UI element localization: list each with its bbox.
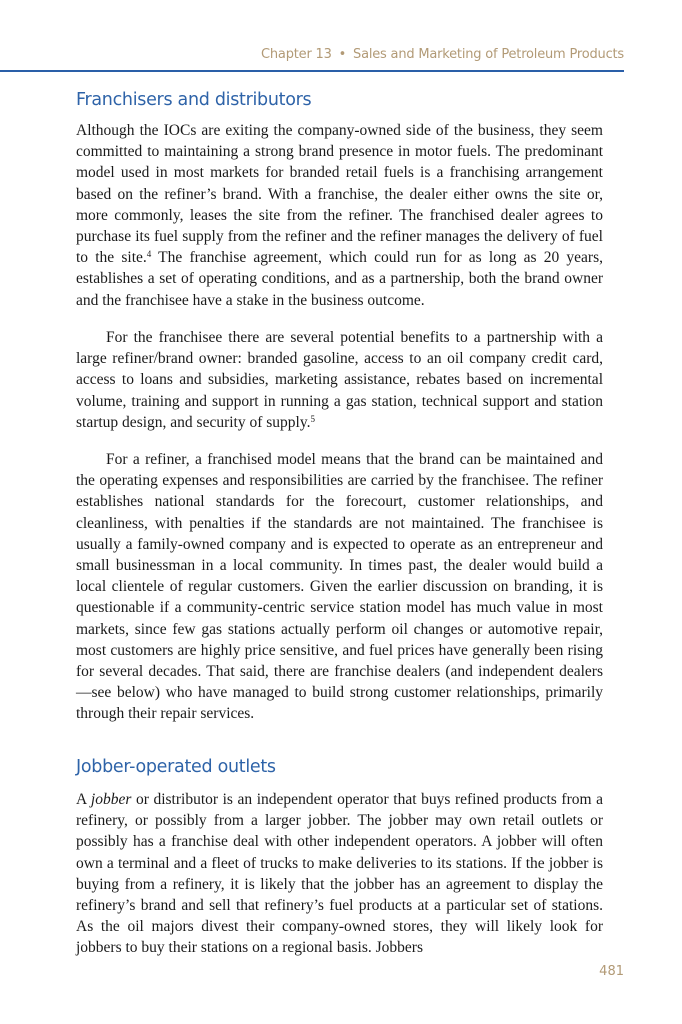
running-header — [261, 47, 624, 62]
paragraph-text: Although the IOCs are exiting the company-owned side of the business, they seem committed to maintaining a strong brand presence in motor fuels. The predominant model used in most markets for branded retail fuels is a franchising arrangement based on the refiner’s brand. With a franchise, the dealer either owns the site or, more commonly, leases the site from the refiner. The franchised dealer agrees to purchase its fuel supply from the refiner and the refiner manages the delivery of fuel to the site. — [76, 122, 603, 267]
paragraph-text: or distributor is an independent operator that buys refined products from a refinery, or possibly from a larger jobber. The jobber may own retail outlets or possibly has a franchise deal with other independent operators. A jobber will often own a terminal and a fleet of trucks to make deliveries to its stations. If the jobber is buying from a refinery, it is likely that the jobber has an agreement to display the refinery’s brand and sell that refinery’s fuel products at a particular set of stations. As the oil majors divest their company-owned stores, they will likely look for jobbers to buy their stations on a regional basis. Jobbers — [76, 791, 603, 957]
paragraph-jobber-1 — [76, 789, 603, 959]
paragraph-text: A — [76, 791, 91, 808]
section-heading-jobber: Jobber-operated outlets — [76, 757, 276, 777]
paragraph-franchisers-1 — [76, 120, 603, 311]
chapter-title: Sales and Marketing of Petroleum Products — [353, 47, 624, 62]
paragraph-text: For a refiner, a franchised model means that the brand can be maintained and the operating expenses and responsibilities are carried by the franchisee. The refiner establishes national standards for the forecourt, customer relationships, and cleanliness, with penalties if the standards are not maintained. The franchisee is usually a family-owned company and is expected to operate as an entrepreneur and small businessman in a local community. In times past, the dealer would build a local clientele of regular customers. Given the earlier discussion on branding, it is questionable if a community-centric service station model has much value in most markets, since few gas stations actually perform oil changes or automotive repair, most customers are highly price sensitive, and fuel prices have generally been rising for several decades. That said, there are franchise dealers (and independent dealers—see below) who have managed to build strong customer relationships, primarily through their repair services. — [76, 451, 603, 723]
footnote-ref-5[interactable]: 5 — [310, 413, 315, 424]
footnote-ref-4[interactable]: 4 — [146, 249, 152, 260]
paragraph-franchisers-2 — [76, 327, 603, 433]
header-separator: • — [338, 47, 347, 62]
section-heading-franchisers: Franchisers and distributors — [76, 90, 312, 110]
page-number: 481 — [599, 964, 624, 979]
emphasis-jobber: jobber — [90, 791, 132, 808]
header-rule — [0, 70, 624, 72]
paragraph-franchisers-3 — [76, 449, 603, 725]
paragraph-text: For the franchisee there are several potential benefits to a partnership with a large refiner/brand owner: branded gasoline, access to an oil company credit card, access to loans and subsidies, marketing assistance, rebates based on incremental volume, training and support in running a gas station, technical support and station startup design, and security of supply. — [76, 329, 603, 431]
chapter-label: Chapter 13 — [261, 47, 332, 62]
paragraph-text: The franchise agreement, which could run for as long as 20 years, establishes a set of operating conditions, and as a partnership, both the brand owner and the franchisee have a stake in the business outcome. — [76, 249, 603, 309]
